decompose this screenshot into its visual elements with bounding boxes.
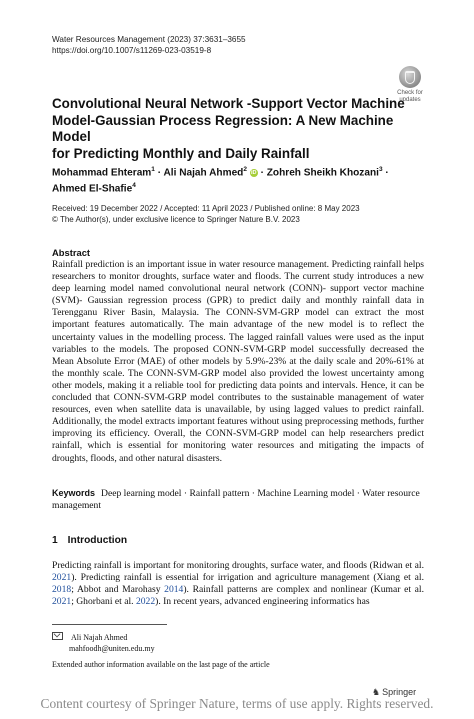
copyright-line: © The Author(s), under exclusive licence to Springer Nature B.V. 2023 bbox=[52, 214, 300, 224]
correspondence bbox=[52, 632, 155, 654]
keywords-text: Deep learning model · Rainfall pattern · Machine Learning model · Water resource management bbox=[52, 488, 420, 512]
introduction-text: Predicting rainfall is important for monitoring droughts, surface water, and floods (Ridwan et al. 2021). Predicting rainfall is essential for irrigation and agriculture management (Xiang et al. 2018; Abbot and Marohasy 2014). Rainfall patterns are complex and nonlinear (Kumar et al. 2021; Ghorbani et al. 2022). In recent years, advanced engineering informatics has bbox=[52, 560, 424, 608]
abstract-text: Rainfall prediction is an important issue in water resource management. Predicting rainfall helps researchers to monitor droughts, surface water and floods. The current study introduces a new deep learning model named convolutional neural network (CONN)- support vector machine (SVM)- Gaussian regression process (GPR) to predict daily and monthly rainfall data in Terengganu River Basin, Malaysia. The CONN-SVM-GRP model can extract the most important features automatically. The main advantage of the new model is to reflect the uncertainty values in the modelling process. The lagged rainfall values were used as the input variables to the models. The proposed CONN-SVM-GRP model successfully decreased the Mean Absolute Error (MAE) of other models by 5.9%-23% at the daily scale and 20%-61% at the monthly scale. The CONN-SVM-GRP model also provided the lowest uncertainty among other models, making it a reliable tool for predicting data points and intervals. Hence, it can be concluded that CONN-SVM-GRP model contributes to the sustainable management of water resources, even when satellite data is unavailable, by using lagged values to predict rainfall. Additionally, the model extracts important features without using preprocessing methods, further improving its efficiency. Overall, the CONN-SVM-GRP model can help researchers predict rainfall, which is essential for monitoring water resources and mitigating the impacts of droughts, floods, and other natural disasters. bbox=[52, 259, 424, 464]
author-name[interactable]: Zohreh Sheikh Khozani bbox=[266, 167, 379, 179]
doi-link[interactable]: https://doi.org/10.1007/s11269-023-03519-8 bbox=[52, 46, 212, 55]
author-name[interactable]: Ahmed El-Shafie bbox=[52, 183, 133, 195]
author-email[interactable]: mahfoodh@uniten.edu.my bbox=[69, 643, 155, 653]
citation-link[interactable]: 2021 bbox=[52, 572, 72, 584]
affiliation-mark: 4 bbox=[132, 182, 136, 190]
footnote-divider bbox=[52, 624, 167, 625]
journal-header bbox=[52, 34, 246, 56]
badge-label: Check for updates bbox=[397, 90, 423, 103]
keywords-label: Keywords bbox=[52, 488, 96, 498]
section-heading bbox=[52, 535, 127, 546]
author-name[interactable]: Mohammad Ehteram bbox=[52, 167, 152, 179]
citation-link[interactable]: 2014 bbox=[164, 584, 184, 596]
corresponding-author: Ali Najah Ahmed bbox=[71, 633, 128, 642]
title-line: Model-Gaussian Process Regression: A New Machine Model bbox=[52, 112, 394, 144]
title-line: for Predicting Monthly and Daily Rainfall bbox=[52, 145, 310, 161]
publisher-name: Springer bbox=[382, 687, 417, 697]
keywords bbox=[52, 487, 424, 512]
orcid-icon[interactable]: iD bbox=[251, 170, 257, 177]
affiliation-mark: 2 bbox=[243, 166, 247, 173]
springer-horse-icon: ♞ bbox=[372, 687, 381, 697]
envelope-icon bbox=[52, 632, 63, 640]
abstract-heading: Abstract bbox=[52, 247, 91, 258]
citation-link[interactable]: 2022 bbox=[135, 596, 156, 608]
title-line: Convolutional Neural Network -Support Vector Machine bbox=[52, 96, 405, 111]
author-name[interactable]: Ali Najah Ahmed bbox=[163, 167, 244, 179]
section-number: 1 bbox=[52, 535, 58, 546]
extended-author-info: Extended author information available on the last page of the article bbox=[52, 660, 270, 669]
affiliation-mark: 1 bbox=[151, 166, 155, 173]
article-title bbox=[52, 96, 412, 162]
section-title: Introduction bbox=[67, 535, 128, 546]
history-line: Received: 19 December 2022 / Accepted: 11 April 2023 / Published online: 8 May 2023 bbox=[52, 204, 360, 213]
bookmark-icon bbox=[399, 66, 421, 88]
courtesy-notice: Content courtesy of Springer Nature, terms of use apply. Rights reserved. bbox=[40, 696, 434, 711]
journal-citation: Water Resources Management (2023) 37:3631–3655 bbox=[52, 35, 246, 44]
author-list: Mohammad Ehteram$^1$ · Ali Najah Ahmed$^2$ iD · Zohreh Sheikh Khozani$^3$ · Ahmed El-Shafie$^4$ bbox=[52, 166, 389, 195]
citation-link[interactable]: 2021 bbox=[52, 596, 72, 608]
citation-link[interactable]: 2018 bbox=[52, 584, 72, 596]
publication-dates bbox=[52, 204, 360, 225]
affiliation-mark: 3 bbox=[378, 166, 383, 173]
